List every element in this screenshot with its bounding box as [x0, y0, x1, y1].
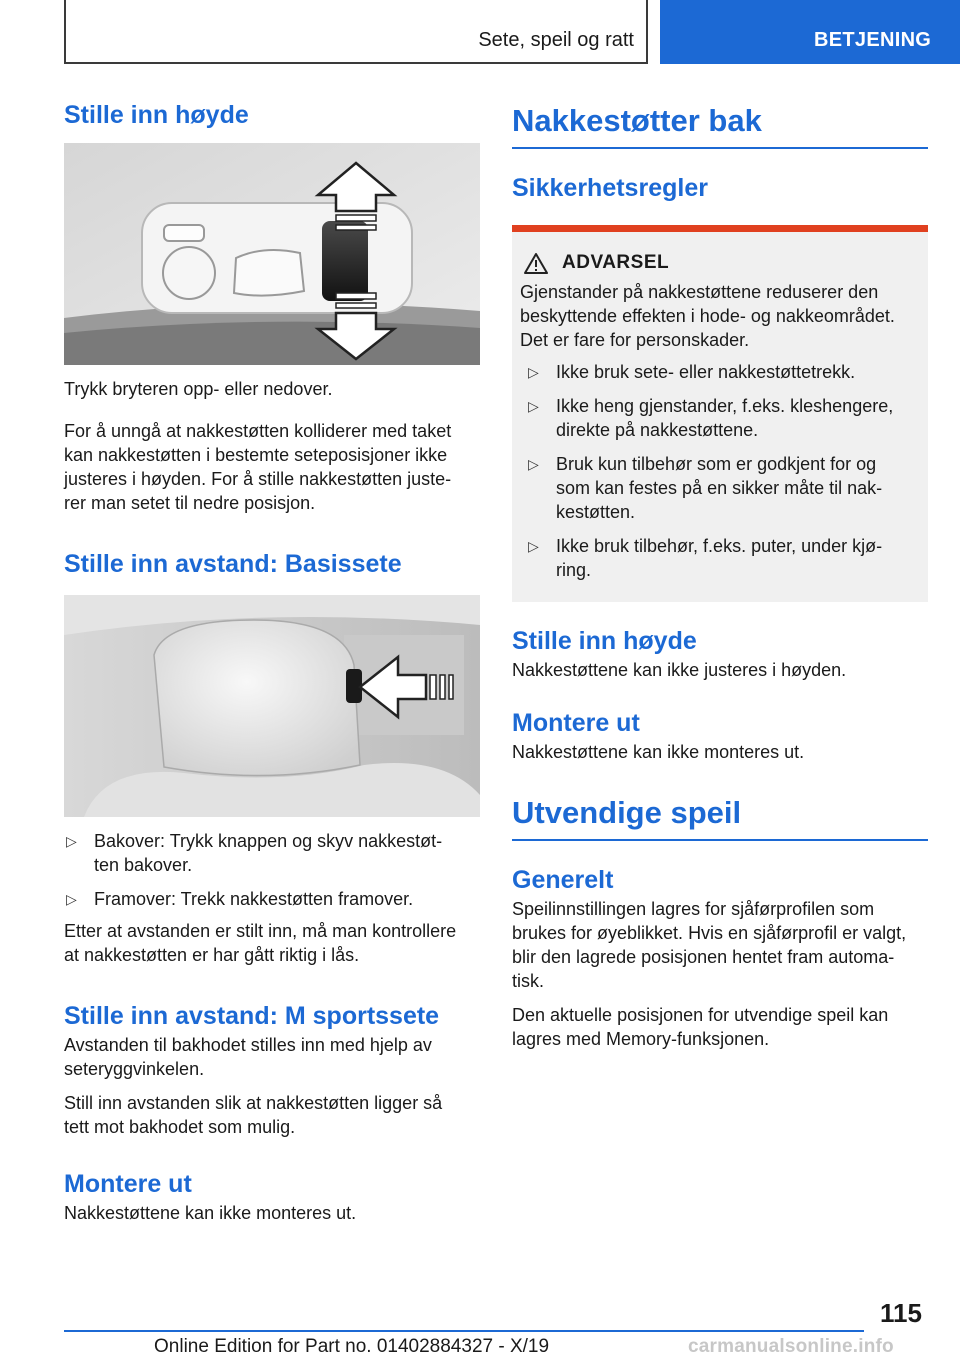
- header-section-title: Sete, speil og ratt: [478, 29, 634, 51]
- warning-title: ADVARSEL: [562, 252, 670, 274]
- list-item: ▷ Bruk kun tilbehør som er godkjent for og som kan festes på en sikker måte til nak- kestøtten.: [528, 454, 883, 523]
- list-item: ▷ Ikke bruk tilbehør, f.eks. puter, under kjø- ring.: [528, 536, 883, 581]
- para-not-adjustable: Nakkestøttene kan ikke justeres i høyden.: [512, 660, 847, 681]
- footer-edition: Online Edition for Part no. 01402884327 - X/19: [154, 1336, 550, 1357]
- list-item: ▷ Framover: Trekk nakkestøtten framover.: [66, 889, 414, 909]
- warning-bar: [512, 225, 928, 232]
- heading-montere-ut-left: Montere ut: [64, 1170, 192, 1198]
- seat-switch-illustration: [64, 143, 480, 365]
- header-section-box: [64, 0, 648, 64]
- para-not-removable-left: Nakkestøttene kan ikke monteres ut.: [64, 1203, 357, 1223]
- section-divider: [512, 839, 928, 841]
- para-close-to-head: Still inn avstanden slik at nakkestøtten ligger så tett mot bakhodet som mulig.: [64, 1093, 443, 1137]
- header-chapter-title: BETJENING: [814, 29, 932, 51]
- triangle-bullet-icon: ▷: [66, 891, 77, 907]
- warning-box: [512, 225, 928, 602]
- warning-list: [512, 352, 928, 602]
- triangle-bullet-icon: ▷: [528, 364, 539, 381]
- header-chapter-tab[interactable]: [660, 0, 960, 64]
- para-check-lock: Etter at avstanden er stilt inn, må man kontrollere at nakkestøtten er har gått riktig i lås.: [64, 921, 457, 965]
- para-avoid-collision: For å unngå at nakkestøtten kolliderer med taket kan nakkestøtten i bestemte seteposisjoner ikke justeres i høyden. For å stille nakkestøtten juste- rer man setet til nedre posisjon.: [64, 421, 452, 513]
- heading-sikkerhetsregler: Sikkerhetsregler: [512, 174, 708, 203]
- triangle-bullet-icon: ▷: [528, 398, 539, 415]
- warning-triangle-icon: [524, 252, 548, 274]
- heading-stille-inn-hoyde: Stille inn høyde: [64, 101, 249, 129]
- heading-avstand-basissete: Stille inn avstand: Basissete: [64, 550, 402, 578]
- para-press-switch: Trykk bryteren opp- eller nedover.: [64, 379, 333, 399]
- heading-montere-ut-right: Montere ut: [512, 709, 640, 738]
- triangle-bullet-icon: ▷: [528, 538, 539, 555]
- headrest-illustration: [64, 595, 480, 817]
- heading-avstand-m-sportssete: Stille inn avstand: M sportssete: [64, 1002, 440, 1030]
- para-not-removable-right: Nakkestøttene kan ikke monteres ut.: [512, 742, 805, 763]
- bullet-list-basissete: [64, 829, 480, 911]
- seat-switch-figure: [64, 143, 480, 365]
- left-column: [64, 100, 480, 1225]
- triangle-bullet-icon: ▷: [66, 833, 77, 849]
- list-item: ▷ Bakover: Trykk knappen og skyv nakkestøt- ten bakover.: [66, 831, 443, 875]
- watermark-text: carmanualsonline.info: [688, 1336, 894, 1357]
- list-item: ▷ Ikke heng gjenstander, f.eks. kleshengere, direkte på nakkestøttene.: [528, 396, 894, 441]
- headrest-figure: [64, 595, 480, 817]
- warning-text: Gjenstander på nakkestøttene reduserer den beskyttende effekten i hode- og nakkeområdet. Det er fare for personskader.: [520, 282, 895, 351]
- heading-nakkestotter-bak: Nakkestøtter bak: [512, 103, 762, 138]
- para-memory-function: Den aktuelle posisjonen for utvendige speil kan lagres med Memory-funksjonen.: [512, 1005, 889, 1050]
- list-item: ▷ Ikke bruk sete- eller nakkestøttetrekk.: [528, 362, 856, 383]
- heading-stille-inn-hoyde-bak: Stille inn høyde: [512, 627, 697, 656]
- para-backrest-angle: Avstanden til bakhodet stilles inn med hjelp av seteryggvinkelen.: [64, 1035, 432, 1079]
- page-number: 115: [880, 1298, 922, 1328]
- footer-rule: [64, 1330, 864, 1332]
- para-driver-profile: Speilinnstillingen lagres for sjåførprofilen som brukes for øyeblikket. Hvis en sjåførprofil er valgt, blir den lagrede posisjonen hentet fram automa- tisk.: [512, 899, 907, 992]
- right-column: [512, 100, 928, 1051]
- triangle-bullet-icon: ▷: [528, 456, 539, 473]
- heading-utvendige-speil: Utvendige speil: [512, 795, 742, 831]
- heading-generelt: Generelt: [512, 866, 614, 895]
- section-divider: [512, 147, 928, 149]
